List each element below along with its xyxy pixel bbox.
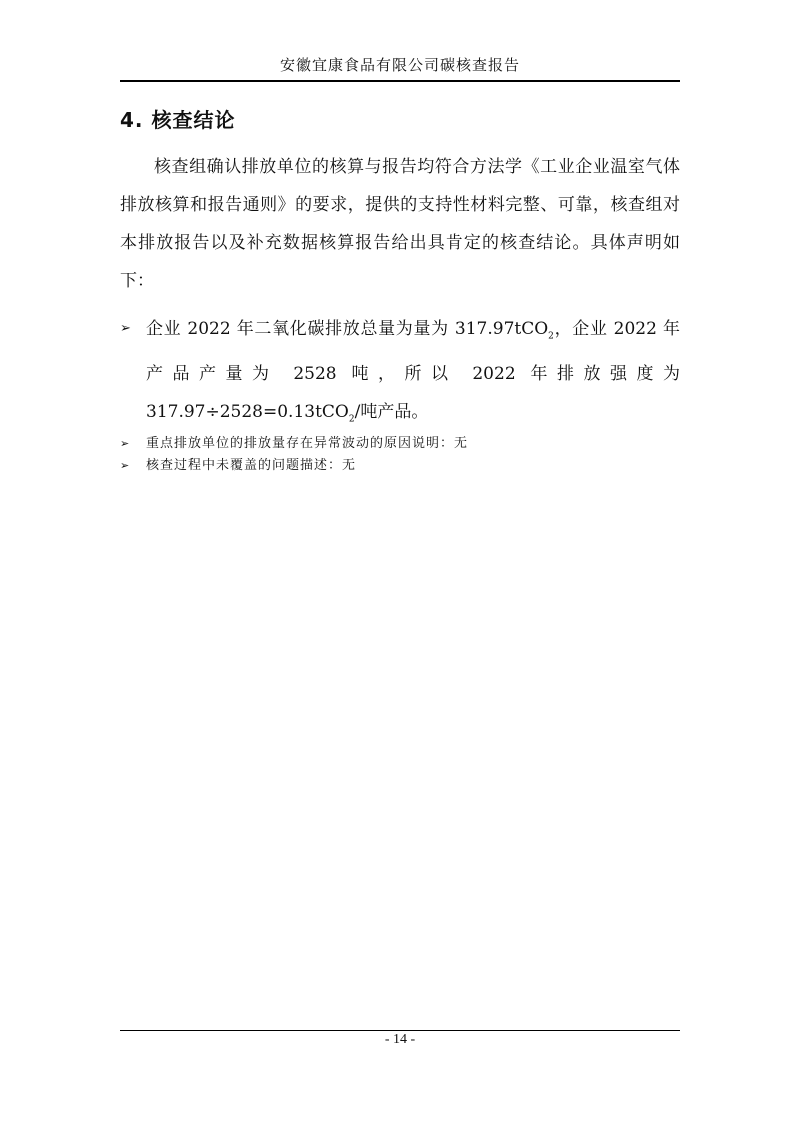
co2-subscript: 2 (348, 414, 355, 425)
report-header-title: 安徽宜康食品有限公司碳核查报告 (279, 56, 520, 74)
uncovered-issues-item (120, 456, 680, 476)
emission-statement-part-2: ，企业 2022 年产品产量为 2528 吨，所以 2022 年排放强度为 317.97÷2528=0.13tCO (146, 319, 680, 423)
arrow-bullet-icon: ➢ (120, 437, 131, 450)
arrow-bullet-icon: ➢ (120, 459, 131, 472)
emission-statement-text (146, 310, 680, 439)
co2-subscript: 2 (548, 331, 554, 342)
emission-statement-item (120, 310, 680, 439)
section-heading: 4. 核查结论 (120, 108, 236, 132)
uncovered-issues-text: 核查过程中未覆盖的问题描述：无 (146, 458, 357, 473)
anomaly-explanation-item (120, 434, 680, 454)
footer-divider (120, 1030, 680, 1031)
page-number: - 14 - (384, 1032, 416, 1047)
emission-statement-part-1: 企业 2022 年二氧化碳排放总量为量为 317.97tCO (146, 319, 549, 339)
anomaly-explanation-text: 重点排放单位的排放量存在异常波动的原因说明：无 (146, 436, 469, 451)
conclusion-paragraph: 核查组确认排放单位的核算与报告均符合方法学《工业企业温室气体排放核算和报告通则》的要求，提供的支持性材料完整、可靠，核查组对本排放报告以及补充数据核算报告给出具肯定的核查结论。具体声明如下： (120, 157, 680, 291)
arrow-bullet-icon: ➢ (120, 321, 131, 336)
emission-statement-part-3: /吨产品。 (354, 402, 429, 423)
header-divider (120, 80, 680, 82)
